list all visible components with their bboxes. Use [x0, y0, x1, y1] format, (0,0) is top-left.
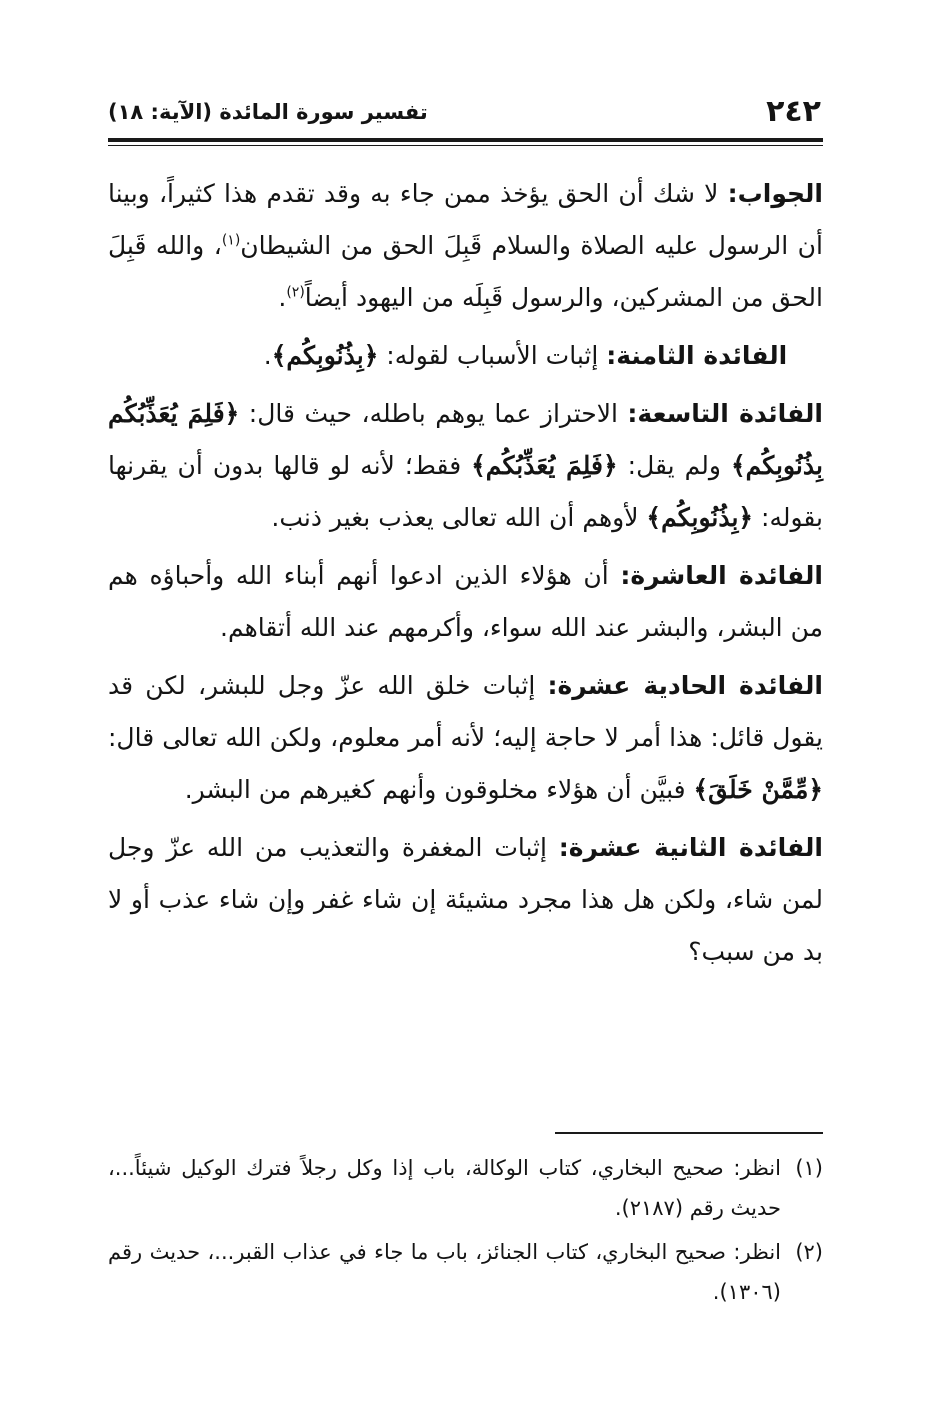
footnotes	[108, 1148, 823, 1316]
paragraph-benefit-8	[108, 330, 823, 382]
paragraph-text: إثبات الأسباب لقوله:	[378, 341, 607, 370]
paragraph-heading: الفائدة الحادية عشرة:	[547, 671, 823, 700]
quran-quote: ﴿فَلِمَ يُعَذِّبُكُم بِذُنُوبِكُم﴾	[108, 399, 823, 480]
paragraph-benefit-11	[108, 660, 823, 816]
quran-quote: ﴿مِّمَّنْ خَلَقَ﴾	[693, 775, 823, 804]
quran-quote: ﴿فَلِمَ يُعَذِّبُكُم﴾	[471, 451, 618, 480]
page-number: ٢٤٢	[766, 94, 821, 129]
footnote-item	[108, 1148, 823, 1228]
paragraph-answer	[108, 168, 823, 324]
footnote-number: (٢)	[795, 1240, 823, 1264]
paragraph-heading: الفائدة الثانية عشرة:	[558, 833, 823, 862]
paragraph-text: .	[263, 341, 272, 370]
paragraph-text: .	[278, 283, 287, 312]
paragraph-text: فبيَّن أن هؤلاء مخلوقون وأنهم كغيرهم من البشر.	[184, 775, 694, 804]
footnote-separator	[555, 1132, 823, 1134]
paragraph-heading: الجواب:	[727, 179, 823, 208]
paragraph-text: أن هؤلاء الذين ادعوا أنهم أبناء الله وأحباؤه هم من البشر، والبشر عند الله سواء، وأكرمهم عند الله أتقاهم.	[108, 561, 823, 642]
paragraph-text: ولم يقل:	[617, 451, 731, 480]
footnote-ref[interactable]: (١)	[221, 232, 241, 249]
header-rule-thick	[108, 138, 823, 142]
paragraph-text: إثبات خلق الله عزّ وجل للبشر، لكن قد يقول قائل: هذا أمر لا حاجة إليه؛ لأنه أمر معلوم، ولكن الله تعالى قال:	[108, 671, 823, 752]
paragraph-text: إثبات المغفرة والتعذيب من الله عزّ وجل لمن شاء، ولكن هل هذا مجرد مشيئة إن شاء غفر وإن شاء عذب أو لا بد من سبب؟	[108, 833, 823, 966]
footnote-text: انظر: صحيح البخاري، كتاب الوكالة، باب إذا وكل رجلاً فترك الوكيل شيئاً...، حديث رقم (٢١٨٧).	[108, 1156, 781, 1220]
footnote-item	[108, 1232, 823, 1312]
paragraph-text: لأوهم أن الله تعالى يعذب بغير ذنب.	[271, 503, 647, 532]
paragraph-heading: الفائدة العاشرة:	[620, 561, 823, 590]
quran-quote: ﴿بِذُنُوبِكُم﴾	[271, 341, 379, 370]
header-rule-thin	[108, 145, 823, 146]
quran-quote: ﴿بِذُنُوبِكُم﴾	[646, 503, 754, 532]
paragraph-text: ، والله قَبِلَ الحق من المشركين، والرسول قَبِلَه من اليهود أيضاً	[108, 231, 823, 312]
main-text	[108, 168, 823, 984]
paragraph-benefit-10	[108, 550, 823, 654]
paragraph-heading: الفائدة الثامنة:	[606, 341, 788, 370]
footnote-number: (١)	[795, 1156, 823, 1180]
footnote-ref[interactable]: (٢)	[286, 284, 305, 301]
footnote-text: انظر: صحيح البخاري، كتاب الجنائز، باب ما جاء في عذاب القبر...، حديث رقم (١٣٠٦).	[108, 1240, 781, 1304]
paragraph-benefit-12	[108, 822, 823, 978]
paragraph-heading: الفائدة التاسعة:	[627, 399, 824, 428]
running-title: تفسير سورة المائدة (الآية: ١٨)	[108, 100, 428, 124]
paragraph-text: لا شك أن الحق يؤخذ ممن جاء به وقد تقدم هذا كثيراً، وبينا أن الرسول عليه الصلاة والسلام قَبِلَ الحق من الشيطان	[108, 179, 823, 260]
paragraph-text: فقط؛ لأنه لو قالها بدون أن يقرنها بقوله:	[108, 451, 823, 532]
page-header	[108, 92, 823, 136]
paragraph-text: الاحتراز عما يوهم باطله، حيث قال:	[239, 399, 628, 428]
paragraph-benefit-9	[108, 388, 823, 544]
